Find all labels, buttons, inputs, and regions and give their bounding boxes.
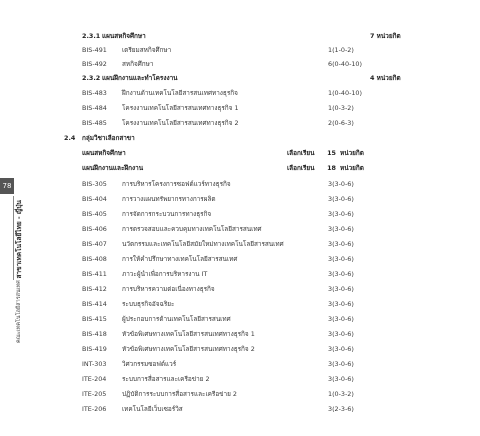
course-credit: 3(3-0-6)	[328, 300, 354, 308]
course-code: ITE-205	[82, 390, 107, 398]
plan-count: 18	[327, 164, 336, 172]
course-name: การให้คำปรึกษาทางเทคโนโลยีสารสนเทศ	[122, 255, 238, 263]
course-credit: 2(0-6-3)	[328, 119, 354, 127]
section-heading	[0, 71, 480, 85]
course-name: ผู้ประกอบการด้านเทคโนโลยีสารสนเทศ	[122, 315, 231, 323]
course-row	[0, 222, 480, 236]
plan-select: เลือกเรียน	[287, 149, 315, 157]
course-name: การบริหารโครงการซอฟต์แวร์ทางธุรกิจ	[122, 180, 231, 188]
page-number: 78	[0, 178, 14, 194]
course-name: ภาวะผู้นำเพื่อการบริหารงาน IT	[122, 270, 208, 278]
course-code: INT-303	[82, 360, 107, 368]
course-credit: 3(3-0-6)	[328, 225, 354, 233]
course-row	[0, 282, 480, 296]
section-title: กลุ่มวิชาเลือกสาขา	[82, 134, 135, 142]
plan-row	[0, 161, 480, 175]
section-number: 2.4	[64, 134, 76, 142]
course-credit: 3(2-3-6)	[328, 405, 354, 413]
course-credit: 3(3-0-6)	[328, 180, 354, 188]
course-name: ปฏิบัติการระบบการสื่อสารและเครือข่าย 2	[122, 390, 237, 398]
section-credits: 4 หน่วยกิต	[370, 74, 401, 82]
course-credit: 3(3-0-6)	[328, 285, 354, 293]
course-name: สหกิจศึกษา	[122, 60, 154, 68]
plan-select: เลือกเรียน	[287, 164, 315, 172]
course-credit: 3(3-0-6)	[328, 255, 354, 263]
side-subtitle: คณะเทคโนโลยีสารสนเทศ	[16, 280, 22, 343]
course-code: BIS-412	[82, 285, 107, 293]
course-code: BIS-415	[82, 315, 107, 323]
section-title: แผนสหกิจศึกษา	[102, 32, 146, 40]
course-code: BIS-407	[82, 240, 107, 248]
course-name: หัวข้อพิเศษทางเทคโนโลยีสารสนเทศทางธุรกิจ 1	[122, 330, 255, 338]
course-row	[0, 327, 480, 341]
plan-unit: หน่วยกิต	[340, 149, 364, 157]
course-row	[0, 101, 480, 115]
plan-unit: หน่วยกิต	[340, 164, 364, 172]
course-code: ITE-206	[82, 405, 107, 413]
course-name: ระบบการสื่อสารและเครือข่าย 2	[122, 375, 210, 383]
course-name: นวัตกรรมและเทคโนโลยีสมัยใหม่ทางเทคโนโลยีสารสนเทศ	[122, 240, 284, 248]
course-code: BIS-305	[82, 180, 107, 188]
course-code: BIS-411	[82, 270, 107, 278]
plan-name: แผนฝึกงานและฝึกงาน	[82, 164, 144, 172]
course-row	[0, 387, 480, 401]
course-code: BIS-483	[82, 89, 107, 97]
course-row	[0, 207, 480, 221]
course-name: โครงงานเทคโนโลยีสารสนเทศทางธุรกิจ 1	[122, 104, 239, 112]
course-code: BIS-414	[82, 300, 107, 308]
course-row	[0, 297, 480, 311]
course-row	[0, 312, 480, 326]
course-credit: 3(3-0-6)	[328, 360, 354, 368]
course-row	[0, 57, 480, 71]
course-credit: 1(0-3-2)	[328, 104, 354, 112]
course-code: BIS-406	[82, 225, 107, 233]
course-row	[0, 342, 480, 356]
course-row	[0, 372, 480, 386]
section-number: 2.3.2	[82, 74, 101, 82]
side-program: สาขาเทคโนโลยีไทย - ญี่ปุ่น	[15, 200, 23, 279]
course-credit: 3(3-0-6)	[328, 315, 354, 323]
course-row	[0, 43, 480, 57]
course-credit: 3(3-0-6)	[328, 345, 354, 353]
course-credit: 6(0-40-10)	[328, 60, 362, 68]
section-title: แผนฝึกงานและทำโครงงาน	[102, 74, 178, 82]
course-name: หัวข้อพิเศษทางเทคโนโลยีสารสนเทศทางธุรกิจ 2	[122, 345, 255, 353]
course-credit: 3(3-0-6)	[328, 375, 354, 383]
course-code: BIS-408	[82, 255, 107, 263]
course-code: BIS-405	[82, 210, 107, 218]
course-row	[0, 357, 480, 371]
course-row	[0, 267, 480, 281]
course-name: การวางแผนทรัพยากรทางการผลิต	[122, 195, 216, 203]
course-code: BIS-404	[82, 195, 107, 203]
course-row	[0, 252, 480, 266]
course-row	[0, 177, 480, 191]
course-code: BIS-418	[82, 330, 107, 338]
course-credit: 3(3-0-6)	[328, 210, 354, 218]
course-name: วิศวกรรมซอฟต์แวร์	[122, 360, 177, 368]
course-code: BIS-485	[82, 119, 107, 127]
course-credit: 1(1-0-2)	[328, 46, 354, 54]
course-credit: 3(3-0-6)	[328, 240, 354, 248]
course-code: BIS-484	[82, 104, 107, 112]
section-heading	[0, 131, 480, 145]
course-credit: 1(0-40-10)	[328, 89, 362, 97]
course-row	[0, 402, 480, 416]
course-name: ฝึกงานด้านเทคโนโลยีสารสนเทศทางธุรกิจ	[122, 89, 238, 97]
course-credit: 3(3-0-6)	[328, 330, 354, 338]
course-name: เตรียมสหกิจศึกษา	[122, 46, 172, 54]
plan-row	[0, 146, 480, 160]
course-row	[0, 237, 480, 251]
course-name: การตรวจสอบและควบคุมทางเทคโนโลยีสารสนเทศ	[122, 225, 262, 233]
section-number: 2.3.1	[82, 32, 101, 40]
plan-name: แผนสหกิจศึกษา	[82, 149, 126, 157]
course-code: BIS-491	[82, 46, 107, 54]
course-code: BIS-492	[82, 60, 107, 68]
section-credits: 7 หน่วยกิต	[370, 32, 401, 40]
course-row	[0, 86, 480, 100]
course-name: การจัดการกระบวนการทางธุรกิจ	[122, 210, 212, 218]
course-credit: 1(0-3-2)	[328, 390, 354, 398]
course-code: BIS-419	[82, 345, 107, 353]
course-row	[0, 192, 480, 206]
course-credit: 3(3-0-6)	[328, 195, 354, 203]
plan-count: 15	[327, 149, 336, 157]
course-code: ITE-204	[82, 375, 107, 383]
section-heading	[0, 29, 480, 43]
course-name: การบริหารความต่อเนื่องทางธุรกิจ	[122, 285, 215, 293]
course-credit: 3(3-0-6)	[328, 270, 354, 278]
course-name: โครงงานเทคโนโลยีสารสนเทศทางธุรกิจ 2	[122, 119, 239, 127]
course-row	[0, 116, 480, 130]
course-name: เทคโนโลยีเว็บเซอร์วิส	[122, 405, 183, 413]
course-name: ระบบธุรกิจอัจฉริยะ	[122, 300, 175, 308]
